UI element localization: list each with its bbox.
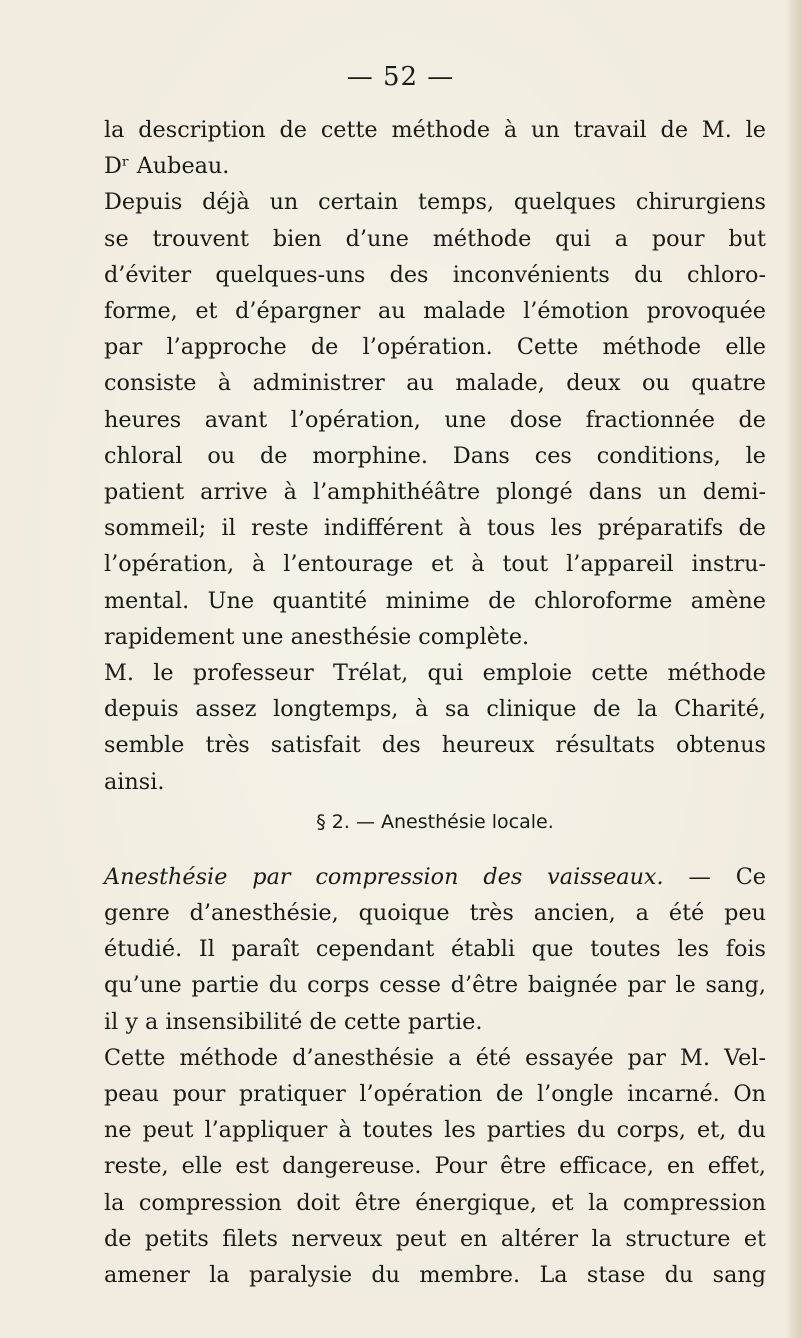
text-line: depuis assez longtemps, à sa clinique de la Charité, bbox=[104, 696, 766, 723]
text-line: se trouvent bien d’une méthode qui a pour but bbox=[104, 225, 766, 252]
text-line: chloral ou de morphine. Dans ces conditions, le bbox=[104, 442, 766, 469]
text-line: forme, et d’épargner au malade l’émotion provoquée bbox=[104, 298, 766, 325]
text-line: Dʳ Aubeau. bbox=[104, 153, 230, 180]
text-line: semble très satisfait des heureux résultats obtenus bbox=[104, 732, 766, 759]
text-line-with-italic bbox=[104, 859, 766, 895]
text-line: peau pour pratiquer l’opération de l’ongle incarné. On bbox=[104, 1081, 766, 1108]
text-line: mental. Une quantité minime de chloroforme amène bbox=[104, 587, 766, 614]
text-line: Depuis déjà un certain temps, quelques chirurgiens bbox=[104, 189, 766, 216]
text-line: M. le professeur Trélat, qui emploie cette méthode bbox=[104, 660, 766, 687]
heading-spacer bbox=[104, 843, 766, 859]
text-line: amener la paralysie du membre. La stase du sang bbox=[104, 1262, 766, 1289]
text-line: Cette méthode d’anesthésie a été essayée par M. Vel- bbox=[104, 1044, 766, 1071]
body-text bbox=[104, 112, 766, 1293]
text-line: heures avant l’opération, une dose fractionnée de bbox=[104, 406, 766, 433]
text-line: qu’une partie du corps cesse d’être baignée par le sang, bbox=[104, 972, 766, 999]
text-line: la compression doit être énergique, et la compression bbox=[104, 1189, 766, 1216]
text-line: patient arrive à l’amphithéâtre plongé dans un demi- bbox=[104, 479, 766, 506]
text-line: étudié. Il paraît cependant établi que toutes les fois bbox=[104, 936, 766, 963]
text-line: il y a insensibilité de cette partie. bbox=[104, 1008, 483, 1035]
italic-subheading: Anesthésie par compression des vaisseaux. bbox=[104, 863, 664, 890]
text-line: la description de cette méthode à un travail de M. le bbox=[104, 117, 766, 143]
subheading-continuation: — Ce bbox=[663, 863, 766, 890]
text-line: l’opération, à l’entourage et à tout l’appareil instru- bbox=[104, 551, 766, 578]
text-line: sommeil; il reste indifférent à tous les préparatifs de bbox=[104, 515, 766, 542]
page-number: — 52 — bbox=[346, 62, 455, 92]
text-line: reste, elle est dangereuse. Pour être efficace, en effet, bbox=[104, 1153, 766, 1180]
text-line: ne peut l’appliquer à toutes les parties du corps, et, du bbox=[104, 1117, 766, 1144]
text-line: ainsi. bbox=[104, 768, 165, 795]
text-line: d’éviter quelques-uns des inconvénients du chloro- bbox=[104, 261, 766, 288]
text-line: de petits filets nerveux peut en altérer la structure et bbox=[104, 1225, 766, 1252]
text-line: consiste à administrer au malade, deux ou quatre bbox=[104, 370, 766, 397]
section-heading: § 2. — Anesthésie locale. bbox=[316, 810, 554, 833]
text-line: genre d’anesthésie, quoique très ancien, a été peu bbox=[104, 900, 766, 927]
page-edge-shadow bbox=[785, 0, 801, 1338]
text-line: rapidement une anesthésie complète. bbox=[104, 623, 530, 650]
text-line: par l’approche de l’opération. Cette méthode elle bbox=[104, 334, 766, 361]
